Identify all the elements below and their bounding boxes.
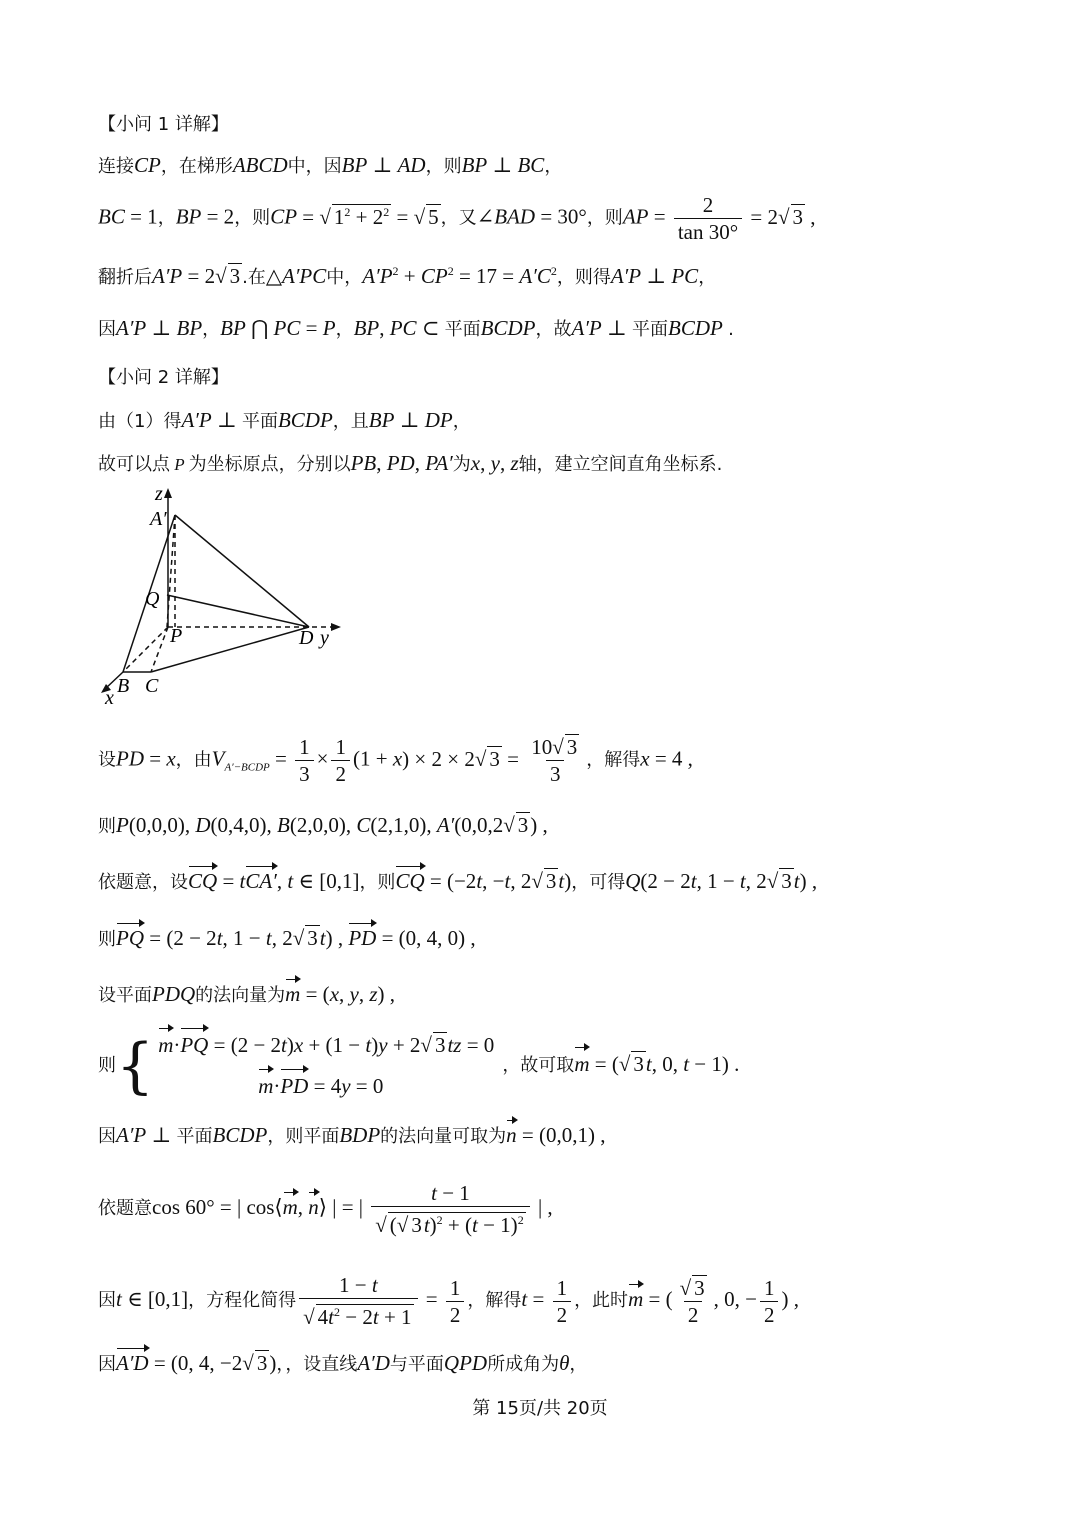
solution-line-2: BC = 1，BP = 2，则CP = √ $1^2 + 2^2$ = √ 5 ，又∠BAD = 30°，则AP = $\frac{2}{\tan 30^\circ}$ = 2√ 3 , <box>98 193 816 244</box>
diagram-label-y: y <box>320 627 329 649</box>
diagram-label-q: Q <box>145 588 160 610</box>
part2-heading: 【小问 2 详解】 <box>98 367 229 388</box>
diagram-label-x: x <box>105 687 114 707</box>
solution-line-8: 则P(0,0,0), D(0,4,0), B(2,0,0), C(2,1,0), A′(0,0,2√ 3) , <box>98 813 548 837</box>
solution-line-9: 依题意，设CQ = tCA′, t ∈ [0,1]，则CQ = (−2t, −t, 2√ 3t)，可得Q(2 − 2t, 1 − t, 2√ 3t) , <box>98 869 818 893</box>
diagram-label-b: B <box>117 675 130 697</box>
diagram-label-a: A′ <box>150 508 167 530</box>
part1-heading: 【小问 1 详解】 <box>98 114 229 135</box>
solution-line-14: 依题意cos 60° = | cos⟨m, n⟩ | = | $\frac{t - 1}{√ (√ 3t)^2 + (t - 1)^2}$ | , <box>98 1181 553 1237</box>
solution-line-16: 因A′D = (0, 4, −2√ 3)，，设直线A′D与平面QPD所成角为θ， <box>98 1351 588 1375</box>
solution-line-7: 设PD = x，由$V_{A'-BCDP}$ = $\frac{1}{3}$ × $\frac{1}{2}$ (1 + x) × 2 × 2√ 3 = $\frac{10√ 3}{3}$ ，解得x = 4 , <box>98 735 693 786</box>
diagram-label-d: D <box>299 627 314 649</box>
solution-line-10: 则PQ = (2 − 2t, 1 − t, 2√ 3t) , PD = (0, 4, 0) , <box>98 926 476 950</box>
solution-line-4: 因A′P ⊥ BP，BP ⋂ PC = P，BP, PC ⊂ 平面BCDP，故A′P ⊥ 平面BCDP . <box>98 316 734 340</box>
page-footer: 第 15页/共 20页 <box>472 1398 608 1419</box>
diagram-label-c: C <box>145 675 159 697</box>
solution-line-5: 由（1）得A′P ⊥ 平面BCDP，且BP ⊥ DP， <box>98 408 471 432</box>
solution-line-12: 则{ m·PQ = (2 − 2t)x + (1 − t)y + 2√ 3tz = 0 m·PD = 4y = 0 ，故可取m = (√ 3t, 0, t − 1) . <box>98 1031 740 1101</box>
diagram-label-p: P <box>170 625 183 647</box>
solution-line-11: 设平面PDQ的法向量为m = (x, y, z) , <box>98 982 396 1006</box>
solution-line-13: 因A′P ⊥ 平面BCDP，则平面BDP的法向量可取为n = (0,0,1) , <box>98 1123 606 1147</box>
tetrahedron-diagram <box>95 482 355 707</box>
solution-line-15: 因t ∈ [0,1]，方程化简得 $\frac{1 - t}{√ 4t^2 - 2t + 1}$ = $\frac{1}{2}$ ，解得t = $\frac{1}{2}$ ，此时m = ( $\frac{√ 3}{2}$ , 0, − $\frac{1}{2}$ ) , <box>98 1273 799 1329</box>
diagram-label-z: z <box>155 483 163 505</box>
solution-line-1: 连接CP，在梯形ABCD中，因BP ⊥ AD，则BP ⊥ BC， <box>98 153 563 177</box>
solution-line-3: 翻折后A′P = 2√ 3 .在△A′PC中，$A'P^2 + CP^2 = 17 = A'C^2$，则得A′P ⊥ PC， <box>98 264 717 288</box>
solution-line-6: 故可以点 P 为坐标原点，分别以PB, PD, PA′为x, y, z轴，建立空间直角坐标系. <box>98 451 723 475</box>
